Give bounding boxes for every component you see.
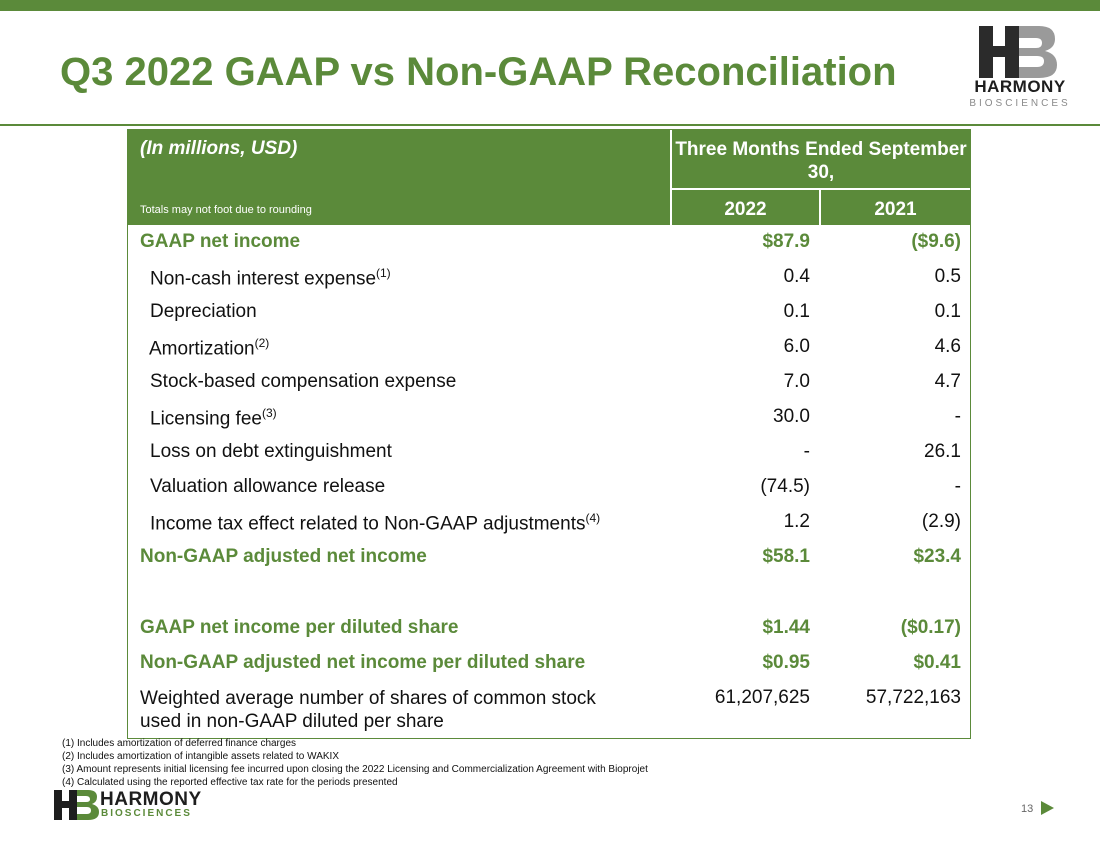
value-2021: 26.1 (924, 441, 961, 462)
value-2022: 1.2 (783, 511, 810, 532)
top-accent-bar (0, 0, 1100, 11)
brand-subtitle: BIOSCIENCES (101, 808, 192, 819)
harmony-footer-logo (54, 790, 214, 820)
table-row (128, 262, 970, 296)
rounding-note: Totals may not foot due to rounding (140, 204, 312, 216)
row-label: Amortization$^{(2)}$ (149, 336, 270, 360)
header-divider (672, 188, 970, 190)
footnote: (1) Includes amortization of deferred finance charges (62, 738, 297, 749)
title-divider (0, 124, 1100, 126)
value-2021: - (954, 476, 961, 497)
value-2021: 0.5 (934, 266, 961, 287)
table-row (128, 297, 970, 331)
reconciliation-table (127, 129, 971, 739)
table-row (128, 507, 970, 541)
hb-monogram-icon (54, 790, 100, 820)
footnote: (3) Amount represents initial licensing fee incurred upon closing the 2022 Licensing and Commercialization Agreement with Bioprojet (62, 764, 648, 775)
value-2021: - (954, 406, 961, 427)
row-label: GAAP net income per diluted share (140, 617, 459, 638)
row-label: Non-cash interest expense$^{(1)}$ (150, 266, 391, 290)
value-2022: $1.44 (762, 617, 810, 638)
value-2022: $0.95 (762, 652, 810, 673)
table-row (128, 227, 970, 261)
table-row (128, 437, 970, 471)
brand-name: HARMONY (100, 789, 202, 810)
table-row (128, 542, 970, 576)
table-row (128, 367, 970, 401)
row-label: Depreciation (150, 301, 257, 322)
footnote-ref: (3) (261, 406, 277, 420)
value-2021: 4.6 (934, 336, 961, 357)
hb-monogram-icon (979, 26, 1059, 78)
brand-name: HARMONY (974, 77, 1066, 96)
row-label: Stock-based compensation expense (150, 371, 457, 392)
table-row (128, 332, 970, 366)
row-label: Loss on debt extinguishment (150, 441, 392, 462)
column-header-2021: 2021 (874, 199, 917, 220)
harmony-logo (965, 26, 1075, 114)
row-label: GAAP net income (140, 231, 301, 252)
table-header (128, 130, 970, 225)
value-2021: ($0.17) (900, 617, 961, 638)
value-2022: - (803, 441, 810, 462)
row-label: Valuation allowance release (150, 476, 386, 497)
value-2022: 0.1 (783, 301, 810, 322)
table-row (128, 472, 970, 506)
table-row (128, 402, 970, 436)
row-label: Income tax effect related to Non-GAAP adjustments$^{(4)}$ (150, 511, 601, 535)
column-header-2022: 2022 (724, 199, 767, 220)
table-row (128, 648, 970, 682)
value-2021: 0.1 (934, 301, 961, 322)
table-row (128, 687, 970, 738)
value-2021: ($9.6) (911, 231, 961, 252)
value-2022: 30.0 (773, 406, 810, 427)
value-2022: 0.4 (783, 266, 810, 287)
period-header: Three Months Ended September 30, (675, 139, 967, 183)
slide-title: Q3 2022 GAAP vs Non-GAAP Reconciliation (60, 50, 897, 94)
value-2021: (2.9) (921, 511, 961, 532)
footnote-ref: (4) (585, 511, 601, 525)
row-label: Weighted average number of shares of common stock used in non-GAAP diluted per share (140, 688, 596, 732)
value-2021: 4.7 (934, 371, 961, 392)
row-label: Non-GAAP adjusted net income (140, 546, 427, 567)
value-2021: 57,722,163 (865, 687, 961, 708)
value-2022: $58.1 (762, 546, 810, 567)
value-2021: $23.4 (913, 546, 961, 567)
value-2021: $0.41 (913, 652, 961, 673)
units-label: (In millions, USD) (140, 138, 298, 159)
table-row (128, 613, 970, 647)
row-label: Non-GAAP adjusted net income per diluted share (140, 652, 586, 673)
footnote-ref: (2) (254, 336, 270, 350)
value-2022: 6.0 (783, 336, 810, 357)
brand-subtitle: BIOSCIENCES (969, 98, 1071, 109)
value-2022: 7.0 (783, 371, 810, 392)
footnote-ref: (1) (376, 266, 391, 280)
value-2022: $87.9 (762, 231, 810, 252)
footnote: (4) Calculated using the reported effective tax rate for the periods presented (62, 777, 398, 788)
page-number: 13 (1021, 803, 1034, 815)
value-2022: (74.5) (760, 476, 810, 497)
row-label: Licensing fee$^{(3)}$ (150, 406, 277, 430)
footnote: (2) Includes amortization of intangible assets related to WAKIX (62, 751, 339, 762)
value-2022: 61,207,625 (714, 687, 810, 708)
next-arrow-icon (1041, 801, 1054, 815)
